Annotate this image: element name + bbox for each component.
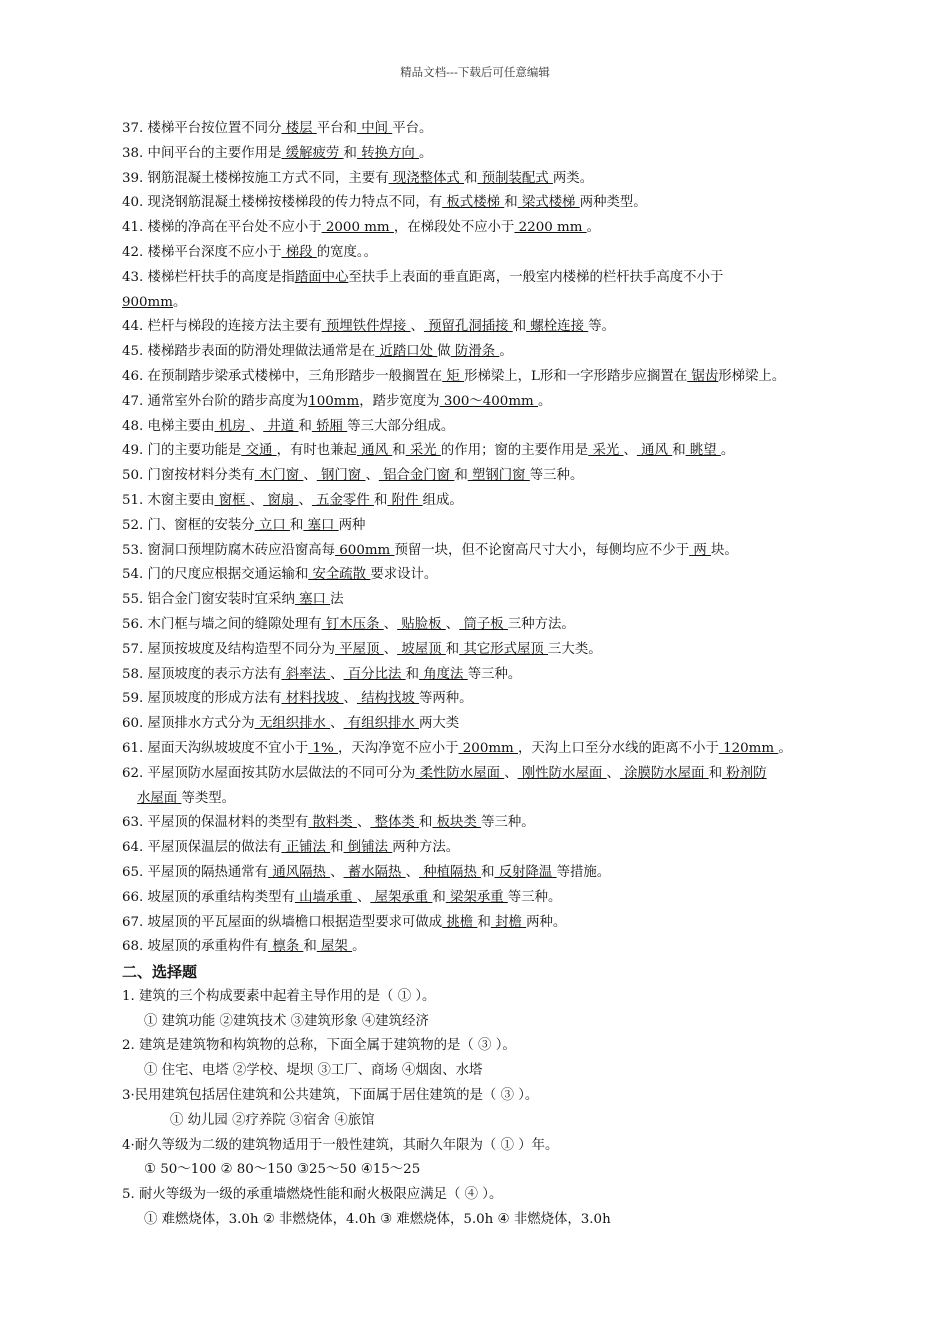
answer-blank: 筒子板 (459, 616, 508, 632)
answer-blank: 窗框 (214, 492, 250, 508)
question-text: 法 (330, 592, 344, 608)
answer-blank: 涂膜防水屋面 (619, 765, 709, 781)
answer-blank: 屋架 (316, 939, 353, 955)
question-text: 、 (249, 492, 264, 508)
question-text: 组成。 (422, 492, 463, 508)
question-text: 42. 楼梯平台深度不应小于 (122, 244, 282, 260)
question-text: 等类型。 (181, 790, 235, 806)
question-text: 等两种。 (419, 691, 473, 707)
question-text: 66. 坡屋顶的承重结构类型有 (122, 889, 295, 905)
answer-blank: 其它形式屋顶 (459, 641, 549, 657)
question-text: 两种方法。 (392, 840, 460, 856)
question-text: 等三种。 (529, 468, 584, 484)
question-text: 形梯梁上。 (718, 368, 786, 384)
document-body (122, 117, 834, 1233)
question-text: ，在梯段处不应小于 (393, 220, 515, 236)
question-line (122, 291, 834, 316)
question-line (122, 911, 834, 936)
question-text: 41. 楼梯的净高在平台处不应小于 (122, 220, 322, 236)
question-text: 68. 坡屋顶的承重构件有 (122, 939, 269, 955)
choice-question: 3·民用建筑包括居住建筑和公共建筑，下面属于居住建筑的是（ ③ ）。 (122, 1088, 539, 1104)
answer-blank: 近踏口处 (375, 344, 438, 360)
question-text: 和 (330, 840, 344, 856)
question-text: 48. 电梯主要由 (122, 418, 215, 434)
answer-blank: 铝合金门窗 (378, 468, 455, 484)
answer-blank: 檩条 (268, 939, 304, 955)
question-line (122, 489, 834, 514)
answer-blank: 塞口 (303, 517, 339, 533)
answer-blank: 2000 mm (321, 220, 394, 236)
question-line (122, 514, 834, 539)
question-text: 40. 现浇钢筋混凝土楼梯按楼梯段的传力特点不同，有 (122, 195, 443, 211)
question-text: 平台和 (316, 121, 357, 136)
question-line (122, 935, 834, 960)
question-text: 37. 楼梯平台按位置不同分 (122, 121, 282, 136)
question-line (122, 340, 834, 365)
answer-blank: 五金零件 (311, 492, 374, 508)
answer-blank: 板式楼梯 (442, 195, 505, 211)
question-text: 平台。 (392, 121, 433, 136)
answer-blank: 反射降温 (494, 864, 557, 880)
answer-blank: 转换方向 (356, 145, 420, 161)
question-text: 和 (419, 815, 433, 831)
question-text: 两种。 (526, 914, 567, 930)
answer-blank: 安全疏散 (308, 567, 371, 583)
question-text: 、 (249, 418, 264, 434)
answer-blank: 挑檐 (442, 914, 478, 930)
question-text: 等措施。 (556, 864, 611, 880)
question-line (122, 712, 834, 737)
question-text: 、 (445, 616, 460, 632)
question-line (122, 365, 834, 390)
choice-question: 4·耐久等级为二级的建筑物适用于一般性建筑，其耐久年限为（ ① ）年。 (122, 1137, 559, 1153)
answer-blank: 木门窗 (254, 468, 304, 484)
question-text: 和 (504, 195, 518, 211)
question-text: 56. 木门框与墙之间的缝隙处理有 (122, 616, 322, 632)
question-text: 47. 通常室外台阶的踏步高度为 (122, 393, 309, 409)
question-text: 和 (405, 666, 420, 682)
question-text: 53. 窗洞口预埋防腐木砖应沿窗高每 (122, 542, 336, 558)
question-text: 、 (365, 468, 379, 484)
question-line (122, 216, 834, 241)
question-text: 三种方法。 (507, 616, 575, 632)
question-text: 等三种。 (467, 666, 522, 682)
answer-blank: 钉木压条 (321, 616, 384, 632)
answer-blank: 井道 (263, 418, 299, 434)
question-text: ，天沟净宽不应小于 (338, 740, 459, 756)
answer-blank: 采光 (588, 443, 624, 459)
question-line (122, 464, 834, 489)
question-text: 。 (720, 443, 735, 459)
question-line (122, 415, 834, 440)
question-text: 和 (454, 468, 468, 484)
answer-blank: 斜率法 (281, 666, 331, 682)
page-header: 精品文档---下载后可任意编辑 (400, 65, 550, 79)
question-text: 、 (606, 765, 620, 781)
answer-blank: 塑钢门窗 (467, 468, 530, 484)
answer-blank: 通风 (636, 443, 673, 459)
question-text: 和 (289, 517, 304, 533)
question-text: 61. 屋面天沟纵坡坡度不宜小于 (122, 740, 309, 756)
answer-blank: 立口 (254, 517, 290, 533)
question-line (122, 117, 834, 142)
question-text: 。 (537, 393, 552, 409)
question-text: 和 (512, 319, 527, 335)
question-line (122, 762, 834, 787)
question-text: 。 (352, 939, 366, 955)
question-text: 和 (343, 145, 357, 161)
answer-blank: 楼层 (281, 121, 317, 136)
answer-blank: 防滑条 (450, 344, 500, 360)
question-text: 。 (586, 220, 601, 236)
question-text: 、 (405, 864, 420, 880)
answer-blank: 刚性防水屋面 (517, 765, 607, 781)
question-text: 59. 屋顶坡度的形成方法有 (122, 691, 282, 707)
question-line (122, 663, 834, 688)
answer-blank: 1% (308, 740, 339, 756)
answer-blank: 坡屋顶 (397, 641, 446, 657)
question-text: ，有时也兼起 (276, 443, 357, 459)
answer-blank: 眺望 (685, 443, 721, 459)
question-line (122, 315, 834, 340)
answer-blank: 山墙承重 (294, 889, 357, 905)
question-text: 51. 木窗主要由 (122, 492, 215, 508)
answer-blank: 有组织排水 (343, 716, 420, 732)
question-text: 两种 (338, 517, 366, 533)
answer-blank: 散料类 (308, 815, 357, 831)
choice-question: 2. 建筑是建筑物和构筑物的总称，下面全属于建筑物的是（ ③ ）。 (122, 1038, 516, 1054)
choice-options: ① 住宅、电塔 ②学校、堤坝 ③工厂、商场 ④烟囱、水塔 (144, 1063, 483, 1079)
question-line (122, 613, 834, 638)
question-text: 和 (708, 765, 723, 781)
answer-blank: 封檐 (490, 914, 527, 930)
question-line (122, 638, 834, 663)
answer-blank: 通风隔热 (268, 864, 331, 880)
answer-blank: 蓄水隔热 (343, 864, 406, 880)
question-line (122, 439, 834, 464)
answer-blank: 附件 (387, 492, 423, 508)
question-text: 和 (298, 418, 312, 434)
question-text: 和 (445, 641, 460, 657)
question-text: 等三种。 (481, 815, 535, 831)
answer-blank: 平屋顶 (335, 641, 384, 657)
question-line (122, 241, 834, 266)
answer-blank: 300～400mm (439, 393, 538, 409)
answer-blank: 水屋面 (137, 790, 182, 806)
choice-options: ① 50～100 ② 80～150 ③25～50 ④15～25 (144, 1162, 421, 1178)
answer-blank: 窗扇 (263, 492, 299, 508)
answer-blank: 锯齿 (687, 368, 719, 384)
question-text: 和 (672, 443, 686, 459)
question-text: ，踏步宽度为 (359, 393, 440, 409)
answer-blank: 两 (689, 542, 711, 558)
question-text: 52. 门、窗框的安装分 (122, 517, 255, 533)
question-line (122, 167, 834, 192)
question-text: 三大类。 (548, 641, 602, 657)
question-text: 39. 钢筋混凝土楼梯按施工方式不同，主要有 (122, 170, 389, 186)
answer-blank: 踏面中心 (294, 269, 349, 285)
question-text: 58. 屋顶坡度的表示方法有 (122, 666, 282, 682)
question-text: 、 (330, 716, 344, 732)
question-line (122, 588, 834, 613)
answer-blank: 屋架承重 (370, 889, 433, 905)
answer-blank: 现浇整体式 (388, 170, 465, 186)
question-line (122, 787, 834, 812)
answer-blank: 无组织排水 (254, 716, 331, 732)
question-text: 62. 平屋顶防水屋面按其防水层做法的不同可分为 (122, 765, 416, 781)
choice-question: 1. 建筑的三个构成要素中起着主导作用的是（ ① ）。 (122, 988, 436, 1004)
answer-blank: 粉剂防 (722, 765, 767, 781)
question-text: 和 (392, 443, 406, 459)
answer-blank: 贴脸板 (397, 616, 446, 632)
question-text: 67. 坡屋顶的平瓦屋面的纵墙檐口根据造型要求可做成 (122, 914, 443, 930)
question-text: 和 (464, 170, 478, 186)
answer-blank: 整体类 (370, 815, 420, 831)
question-text: 、 (383, 641, 398, 657)
question-text: 和 (303, 939, 317, 955)
question-text: 、 (330, 864, 344, 880)
question-text: 和 (477, 914, 491, 930)
question-text: 50. 门窗按材料分类有 (122, 468, 255, 484)
question-text: 65. 平屋顶的隔热通常有 (122, 864, 269, 880)
question-line (122, 811, 834, 836)
answer-blank: 预埋铁件焊接 (321, 319, 411, 335)
answer-blank: 预留孔洞插接 (423, 319, 513, 335)
fill-blank-section (122, 117, 834, 960)
answer-blank: 轿厢 (311, 418, 348, 434)
question-text: 等。 (588, 319, 615, 335)
answer-blank: 正铺法 (281, 840, 331, 856)
question-text: 57. 屋顶按坡度及结构造型不同分为 (122, 641, 336, 657)
question-text: 。 (419, 145, 433, 161)
answer-blank: 交通 (241, 443, 277, 459)
question-line (122, 191, 834, 216)
answer-blank: 200mm (458, 740, 518, 756)
question-text: 38. 中间平台的主要作用是 (122, 145, 282, 161)
choice-options: ① 幼儿园 ②疗养院 ③宿舍 ④旅馆 (170, 1112, 375, 1128)
question-text: 等三种。 (507, 889, 562, 905)
question-text: 两类。 (552, 170, 594, 186)
question-line (122, 861, 834, 886)
question-text: 和 (481, 864, 495, 880)
answer-blank: 采光 (405, 443, 441, 459)
choice-options: ① 建筑功能 ②建筑技术 ③建筑形象 ④建筑经济 (144, 1013, 429, 1029)
question-text: 预留一块，但不论窗高尺寸大小，每侧均应不少于 (394, 542, 690, 558)
question-text: 44. 栏杆与梯段的连接方法主要有 (122, 319, 322, 335)
question-text: 。 (172, 294, 187, 310)
answer-blank: 2200 mm (514, 220, 587, 236)
question-text: 、 (383, 616, 398, 632)
question-text: 、 (298, 492, 312, 508)
question-text: 两种类型。 (579, 195, 647, 211)
answer-blank: 百分比法 (343, 666, 406, 682)
answer-blank: 梁架承重 (445, 889, 508, 905)
question-line (122, 142, 834, 167)
question-text: 、 (410, 319, 424, 335)
answer-blank: 预制装配式 (477, 170, 553, 186)
question-text: 55. 铝合金门窗安装时宜采纳 (122, 592, 295, 608)
question-text: 的作用；窗的主要作用是 (440, 443, 589, 459)
question-text: 形梯梁上，L形和一字形踏步应搁置在 (464, 368, 688, 384)
question-line (122, 390, 834, 415)
answer-blank: 中间 (356, 121, 393, 136)
answer-blank: 结构找坡 (356, 691, 420, 707)
question-line (122, 737, 834, 762)
section-title: 二、选择题 (122, 963, 198, 982)
answer-blank: 100mm (308, 393, 360, 409)
answer-blank: 900mm (122, 294, 173, 310)
answer-blank: 柔性防水屋面 (415, 765, 505, 781)
question-text: 、 (356, 815, 371, 831)
question-line (122, 563, 834, 588)
answer-blank: 螺栓连接 (526, 319, 589, 335)
answer-blank: 倒铺法 (343, 840, 393, 856)
question-text: 、 (303, 468, 317, 484)
question-line (122, 836, 834, 861)
question-line (122, 687, 834, 712)
question-text: 54. 门的尺度应根据交通运输和 (122, 567, 309, 583)
answer-blank: 矩 (442, 368, 465, 384)
answer-blank: 通风 (356, 443, 393, 459)
question-text: 64. 平屋顶保温层的做法有 (122, 840, 282, 856)
answer-blank: 材料找坡 (281, 691, 344, 707)
question-text: 63. 平屋顶的保温材料的类型有 (122, 815, 309, 831)
question-text: 49. 门的主要功能是 (122, 443, 242, 459)
question-text: 45. 楼梯踏步表面的防滑处理做法通常是在 (122, 344, 376, 360)
question-text: 、 (356, 889, 371, 905)
question-text: 60. 屋顶排水方式分为 (122, 716, 255, 732)
question-text: 块。 (711, 542, 738, 558)
question-text: 要求设计。 (370, 567, 438, 583)
answer-blank: 角度法 (419, 666, 468, 682)
question-text: 至扶手上表面的垂直距离，一般室内楼梯的栏杆扶手高度不小于 (348, 269, 724, 285)
answer-blank: 600mm (335, 542, 395, 558)
question-text: 做 (437, 344, 451, 360)
question-text: 、 (330, 666, 344, 682)
choice-section (122, 985, 834, 1233)
answer-blank: 板块类 (432, 815, 482, 831)
question-line (122, 539, 834, 564)
question-text: 、 (343, 691, 357, 707)
question-text: 43. 楼梯栏杆扶手的高度是指 (122, 269, 295, 285)
choice-question: 5. 耐火等级为一级的承重墙燃烧性能和耐火极限应满足（ ④ ）。 (122, 1187, 503, 1203)
answer-blank: 塞口 (294, 592, 331, 608)
answer-blank: 梁式楼梯 (517, 195, 580, 211)
answer-blank: 钢门窗 (316, 468, 366, 484)
choice-options: ① 难燃烧体，3.0h ② 非燃烧体，4.0h ③ 难燃烧体，5.0h ④ 非燃烧体，3.0h (144, 1212, 611, 1228)
answer-blank: 梯段 (281, 244, 317, 260)
question-text: 。 (778, 740, 792, 756)
question-text: 和 (373, 492, 388, 508)
question-text: 46. 在预制踏步梁承式楼梯中，三角形踏步一般搁置在 (122, 368, 443, 384)
question-text: 两大类 (419, 716, 460, 732)
answer-blank: 种植隔热 (419, 864, 482, 880)
question-text: 、 (504, 765, 518, 781)
question-text: 的宽度。。 (316, 244, 378, 260)
question-text: 和 (432, 889, 446, 905)
answer-blank: 缓解疲劳 (281, 145, 344, 161)
question-line (122, 266, 834, 291)
question-text: 、 (623, 443, 637, 459)
question-text: ，天沟上口至分水线的距离不小于 (518, 740, 719, 756)
question-line (122, 886, 834, 911)
answer-blank: 机房 (214, 418, 250, 434)
question-text: 等三大部分组成。 (347, 418, 455, 434)
question-text: 。 (499, 344, 513, 360)
answer-blank: 120mm (718, 740, 779, 756)
